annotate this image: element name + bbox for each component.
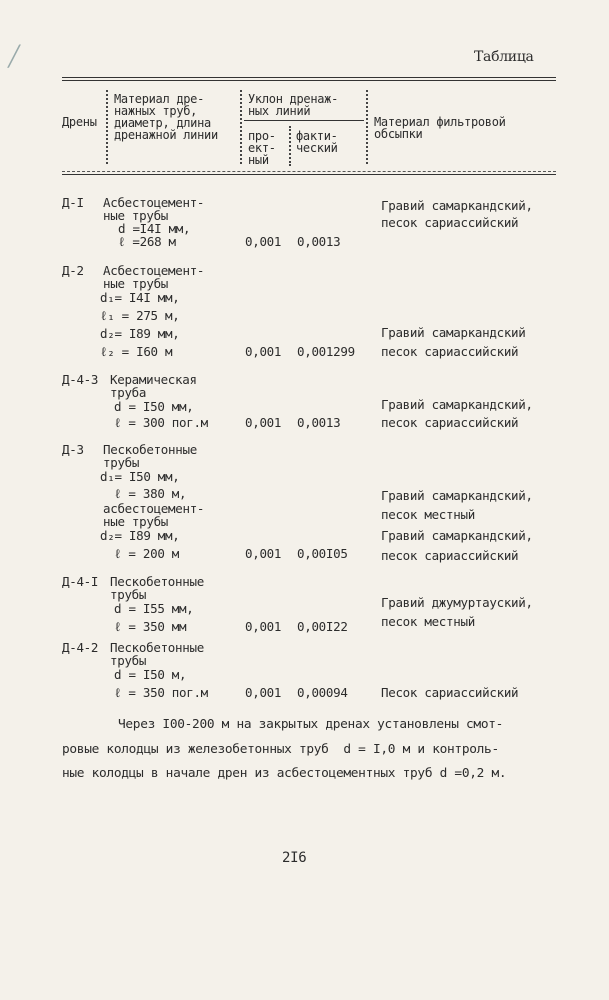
row-slope-actual: 0,0013: [297, 234, 341, 249]
row-material-line: d₂= I89 мм,: [100, 326, 180, 341]
header-material-line-1: Материал дре-: [114, 92, 205, 106]
footnote-line: Через I00-200 м на закрытых дренах установлены смот-: [118, 717, 504, 732]
row-material-line: d = I55 мм,: [114, 601, 194, 616]
header-bottom-rule-2: [62, 174, 556, 175]
row-filter-line: песок местный: [381, 507, 475, 522]
header-top-rule: [62, 77, 556, 78]
header-top-rule-2: [62, 80, 556, 81]
row-material-line: ℓ = 200 м: [114, 546, 180, 561]
pen-mark: ╱: [8, 44, 21, 68]
header-design-line-2: ект-: [248, 141, 276, 155]
row-drain: Д-4-2: [62, 640, 99, 655]
header-material-line-3: диаметр, длина: [114, 116, 211, 130]
row-filter-line: Гравий самаркандский,: [381, 488, 533, 503]
header-divider-1: [106, 90, 108, 164]
row-material-line: ℓ = 300 пог.м: [114, 415, 208, 430]
header-drains: Дрены: [62, 115, 97, 129]
header-slope-rule: [244, 120, 364, 121]
row-material-line: d₂= I89 мм,: [100, 528, 180, 543]
row-material-line: ℓ₁ = 275 м,: [100, 308, 180, 323]
row-filter-line: Гравий джумуртауский,: [381, 595, 533, 610]
row-slope-design: 0,001: [245, 415, 282, 430]
row-filter-line: Гравий самаркандский,: [381, 198, 533, 213]
row-filter-line: песок сариассийский: [381, 415, 519, 430]
header-slope-line-1: Уклон дренаж-: [248, 92, 339, 106]
row-slope-design: 0,001: [245, 685, 282, 700]
row-slope-design: 0,001: [245, 234, 282, 249]
row-material-line: трубы: [110, 653, 147, 668]
row-filter-line: песок сариассийский: [381, 548, 519, 563]
row-filter-line: Песок сариассийский: [381, 685, 519, 700]
row-filter-line: песок местный: [381, 614, 475, 629]
row-material-line: Керамическая: [110, 372, 197, 387]
row-material-line: ные трубы: [103, 514, 169, 529]
row-material-line: Пескобетонные: [110, 640, 204, 655]
row-drain: Д-2: [62, 263, 84, 278]
row-slope-actual: 0,001299: [297, 344, 355, 359]
row-filter-line: Гравий самаркандский,: [381, 397, 533, 412]
row-material-line: ные трубы: [103, 276, 169, 291]
row-slope-design: 0,001: [245, 344, 282, 359]
row-slope-actual: 0,00I05: [297, 546, 348, 561]
row-material-line: d₁= I4I мм,: [100, 290, 180, 305]
row-material-line: труба: [110, 385, 147, 400]
row-material-line: d₁= I50 мм,: [100, 469, 180, 484]
row-filter-line: Гравий самаркандский,: [381, 528, 533, 543]
row-material-line: ℓ₂ = I60 м: [100, 344, 173, 359]
header-filter: Материал фильтровой: [374, 115, 506, 129]
header-material-line-4: дренажной линии: [114, 128, 218, 142]
row-material-line: d = I50 м,: [114, 667, 187, 682]
header-design-line-1: про-: [248, 129, 276, 143]
row-filter-line: песок сариассийский: [381, 215, 519, 230]
row-material-line: Пескобетонные: [103, 442, 197, 457]
row-drain: Д-I: [62, 195, 84, 210]
row-drain: Д-3: [62, 442, 84, 457]
header-divider-2: [240, 90, 242, 164]
row-material-line: Пескобетонные: [110, 574, 204, 589]
row-slope-actual: 0,0013: [297, 415, 341, 430]
row-material-line: ℓ = 350 мм: [114, 619, 187, 634]
header-material-line-2: нажных труб,: [114, 104, 198, 118]
row-slope-design: 0,001: [245, 546, 282, 561]
row-slope-design: 0,001: [245, 619, 282, 634]
row-drain: Д-4-I: [62, 574, 99, 589]
header-slope-line-2: ных линий: [248, 104, 311, 118]
row-material-line: Асбестоцемент-: [103, 263, 205, 278]
row-material-line: ные трубы: [103, 208, 169, 223]
page-number: 2I6: [282, 850, 307, 866]
footnote-line: ровые колодцы из железобетонных труб d = I,0 м и контроль-: [62, 742, 499, 757]
row-filter-line: Гравий самаркандский: [381, 325, 526, 340]
header-actual-line-2: ческий: [296, 141, 338, 155]
header-filter-2: обсыпки: [374, 127, 423, 141]
row-filter-line: песок сариассийский: [381, 344, 519, 359]
header-bottom-rule: [62, 171, 556, 172]
header-divider-4: [366, 90, 368, 164]
header-divider-3: [289, 126, 291, 166]
row-slope-actual: 0,00I22: [297, 619, 348, 634]
header-design-line-3: ный: [248, 153, 269, 167]
row-drain: Д-4-3: [62, 372, 99, 387]
row-material-line: ℓ =268 м: [118, 234, 176, 249]
row-slope-actual: 0,00094: [297, 685, 348, 700]
row-material-line: d =I4I мм,: [118, 221, 191, 236]
row-material-line: Асбестоцемент-: [103, 195, 205, 210]
row-material-line: d = I50 мм,: [114, 399, 194, 414]
row-material-line: трубы: [103, 455, 140, 470]
row-material-line: ℓ = 350 пог.м: [114, 685, 208, 700]
row-material-line: асбестоцемент-: [103, 501, 205, 516]
table-caption: Таблица: [474, 49, 534, 65]
footnote-line: ные колодцы в начале дрен из асбестоцементных труб d =0,2 м.: [62, 766, 507, 781]
row-material-line: трубы: [110, 587, 147, 602]
header-actual-line-1: факти-: [296, 129, 338, 143]
row-material-line: ℓ = 380 м,: [114, 486, 187, 501]
